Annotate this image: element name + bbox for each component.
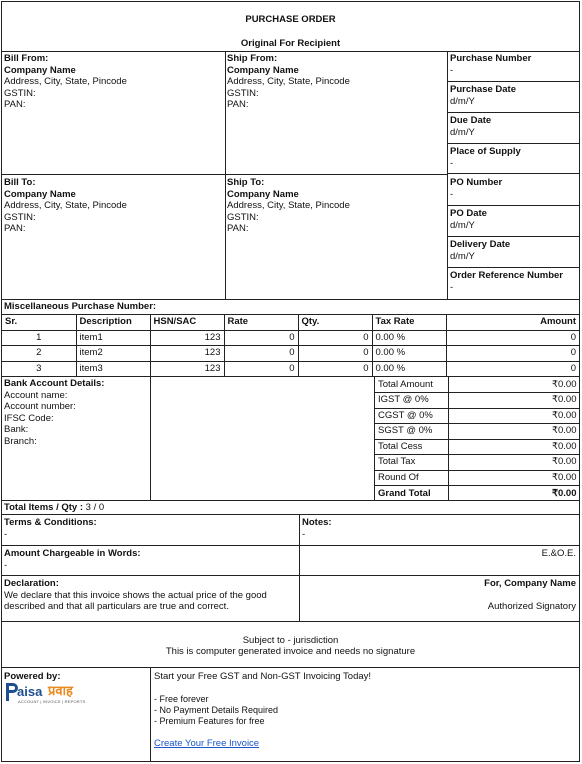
promo-bullet: - Free forever [154, 693, 209, 704]
ship-from-block [227, 53, 445, 111]
totals-label: Total Amount [375, 377, 449, 393]
meta-label: Due Date [450, 115, 492, 126]
bill-to-company: Company Name [4, 188, 76, 200]
grand-total-row [375, 486, 580, 502]
totals-row [375, 424, 580, 440]
divider [2, 299, 579, 300]
logo-tagline: ACCOUNT | INVOICE | REPORTS [18, 699, 86, 704]
document-title: PURCHASE ORDER [245, 14, 336, 25]
meta-value: - [450, 64, 454, 76]
bill-to-heading: Bill To: [4, 177, 36, 188]
total-items-qty [4, 502, 104, 514]
totals-label: Total Cess [375, 439, 449, 455]
meta-value: - [450, 188, 454, 200]
col-header: Sr. [2, 315, 76, 331]
cell-hsn: 123 [150, 330, 224, 346]
totals-label: SGST @ 0% [375, 424, 449, 440]
cell-rate: 0 [224, 346, 298, 362]
computer-generated-note: This is computer generated invoice and needs no signature [165, 646, 416, 657]
total-items-label: Total Items / Qty : [4, 502, 84, 513]
cell-qty: 0 [298, 346, 372, 362]
bill-to-block [4, 177, 222, 235]
totals-value: ₹0.00 [449, 424, 580, 440]
cell-rate: 0 [224, 330, 298, 346]
bill-to-gstin: GSTIN: [4, 211, 36, 223]
misc-purchase-number-label: Miscellaneous Purchase Number: [4, 301, 157, 312]
totals-label: IGST @ 0% [375, 393, 449, 409]
totals-value: ₹0.00 [449, 439, 580, 455]
ship-to-gstin: GSTIN: [227, 211, 259, 223]
total-items-value: 3 / 0 [85, 502, 105, 513]
order-meta-column [448, 51, 579, 299]
cell-amount: 0 [446, 346, 579, 362]
amount-words-block [4, 548, 294, 571]
cell-qty: 0 [298, 361, 372, 377]
totals-label: CGST @ 0% [375, 408, 449, 424]
notes-heading: Notes: [302, 517, 332, 528]
items-table [2, 314, 579, 377]
cell-hsn: 123 [150, 346, 224, 362]
bill-from-block [4, 53, 222, 111]
bank-ifsc: IFSC Code: [4, 412, 54, 424]
totals-row [375, 393, 580, 409]
totals-label: Total Tax [375, 455, 449, 471]
meta-delivery-date [448, 237, 579, 268]
terms-value: - [4, 528, 8, 540]
declaration-block [4, 578, 296, 613]
totals-label: Round Of [375, 470, 449, 486]
terms-block [4, 517, 294, 540]
divider [150, 667, 151, 761]
cell-amount: 0 [446, 361, 579, 377]
ship-to-address: Address, City, State, Pincode [227, 200, 350, 212]
bank-details-block [4, 378, 148, 447]
bill-from-gstin: GSTIN: [4, 87, 36, 99]
ship-from-heading: Ship From: [227, 53, 278, 64]
ship-to-pan: PAN: [227, 223, 249, 235]
authorized-signatory: Authorized Signatory [487, 601, 576, 612]
ship-to-company: Company Name [227, 188, 299, 200]
jurisdiction-line: Subject to - jurisdiction [242, 635, 339, 646]
col-header: Description [76, 315, 150, 331]
powered-by-label: Powered by: [4, 671, 61, 682]
meta-value: d/m/Y [450, 219, 475, 231]
totals-value: ₹0.00 [449, 455, 580, 471]
ship-to-heading: Ship To: [227, 177, 265, 188]
meta-po-number [448, 175, 579, 206]
bank-branch: Branch: [4, 435, 37, 447]
logo-hindi-word: प्रवाह [48, 683, 73, 698]
ship-from-pan: PAN: [227, 99, 249, 111]
meta-label: PO Date [450, 208, 487, 219]
meta-value: d/m/Y [450, 250, 475, 262]
promo-headline: Start your Free GST and Non-GST Invoicing Today! [154, 671, 372, 682]
meta-po-date [448, 206, 579, 237]
cell-description: item1 [76, 330, 150, 346]
divider [225, 51, 226, 299]
bill-from-address: Address, City, State, Pincode [4, 76, 127, 88]
totals-value: ₹0.00 [449, 377, 580, 393]
meta-value: d/m/Y [450, 126, 475, 138]
cell-tax-rate: 0.00 % [372, 346, 446, 362]
paisa-pravah-logo [4, 680, 94, 706]
eoe-text: E.&O.E. [541, 548, 576, 559]
create-free-invoice-link[interactable]: Create Your Free Invoice [154, 738, 260, 750]
meta-due-date [448, 113, 579, 144]
logo-word: aisa [17, 684, 43, 699]
meta-place-of-supply [448, 144, 579, 174]
bank-name: Bank: [4, 424, 29, 436]
promo-block [154, 671, 574, 750]
totals-value: ₹0.00 [449, 393, 580, 409]
bank-account-name: Account name: [4, 389, 68, 401]
divider [2, 667, 579, 668]
promo-bullet: - Premium Features for free [154, 715, 265, 726]
bill-from-company: Company Name [4, 64, 76, 76]
declaration-heading: Declaration: [4, 578, 59, 589]
bank-account-number: Account number: [4, 401, 76, 413]
meta-purchase-date [448, 82, 579, 113]
totals-row [375, 470, 580, 486]
totals-value: ₹0.00 [449, 408, 580, 424]
ship-from-gstin: GSTIN: [227, 87, 259, 99]
grand-total-value: ₹0.00 [449, 486, 580, 502]
cell-sr: 2 [2, 346, 76, 362]
meta-label: Purchase Number [450, 53, 532, 64]
meta-order-reference [448, 268, 579, 299]
divider [2, 621, 579, 622]
cell-description: item3 [76, 361, 150, 377]
table-header-row [2, 315, 579, 331]
divider [2, 514, 579, 515]
meta-label: Place of Supply [450, 146, 521, 157]
bill-to-address: Address, City, State, Pincode [4, 200, 127, 212]
table-row [2, 346, 579, 362]
cell-tax-rate: 0.00 % [372, 330, 446, 346]
meta-purchase-number [448, 51, 579, 82]
meta-label: Purchase Date [450, 84, 517, 95]
amount-words-value: - [4, 559, 8, 571]
cell-rate: 0 [224, 361, 298, 377]
table-row [2, 330, 579, 346]
divider [2, 174, 447, 175]
meta-label: Order Reference Number [450, 270, 563, 281]
for-company-name: For, Company Name [484, 578, 576, 589]
purchase-order-document [1, 1, 580, 762]
divider [299, 514, 300, 621]
cell-hsn: 123 [150, 361, 224, 377]
divider [150, 377, 151, 500]
table-row [2, 361, 579, 377]
notes-value: - [302, 528, 306, 540]
cell-amount: 0 [446, 330, 579, 346]
meta-value: - [450, 157, 454, 169]
col-header: HSN/SAC [150, 315, 224, 331]
divider [2, 500, 579, 501]
document-subtitle: Original For Recipient [240, 38, 341, 49]
ship-from-address: Address, City, State, Pincode [227, 76, 350, 88]
totals-row [375, 439, 580, 455]
cell-description: item2 [76, 346, 150, 362]
notes-block [302, 517, 577, 540]
declaration-line-2: described and that all particulars are true and correct. [4, 601, 229, 613]
promo-bullet: - No Payment Details Required [154, 704, 279, 715]
totals-row [375, 455, 580, 471]
divider [2, 545, 579, 546]
totals-value: ₹0.00 [449, 470, 580, 486]
meta-label: Delivery Date [450, 239, 511, 250]
ship-from-company: Company Name [227, 64, 299, 76]
meta-label: PO Number [450, 177, 503, 188]
totals-row [375, 377, 580, 393]
grand-total-label: Grand Total [375, 486, 449, 502]
ship-to-block [227, 177, 445, 235]
col-header: Tax Rate [372, 315, 446, 331]
col-header: Qty. [298, 315, 372, 331]
divider [2, 575, 579, 576]
bank-heading: Bank Account Details: [4, 378, 105, 389]
bill-to-pan: PAN: [4, 223, 26, 235]
cell-sr: 3 [2, 361, 76, 377]
meta-value: d/m/Y [450, 95, 475, 107]
cell-sr: 1 [2, 330, 76, 346]
totals-row [375, 408, 580, 424]
meta-value: - [450, 281, 454, 293]
bill-from-pan: PAN: [4, 99, 26, 111]
bill-from-heading: Bill From: [4, 53, 49, 64]
totals-table [374, 377, 580, 501]
cell-qty: 0 [298, 330, 372, 346]
terms-heading: Terms & Conditions: [4, 517, 97, 528]
amount-words-heading: Amount Chargeable in Words: [4, 548, 141, 559]
col-header: Amount [446, 315, 579, 331]
declaration-line-1: We declare that this invoice shows the actual price of the good [4, 589, 267, 601]
cell-tax-rate: 0.00 % [372, 361, 446, 377]
col-header: Rate [224, 315, 298, 331]
